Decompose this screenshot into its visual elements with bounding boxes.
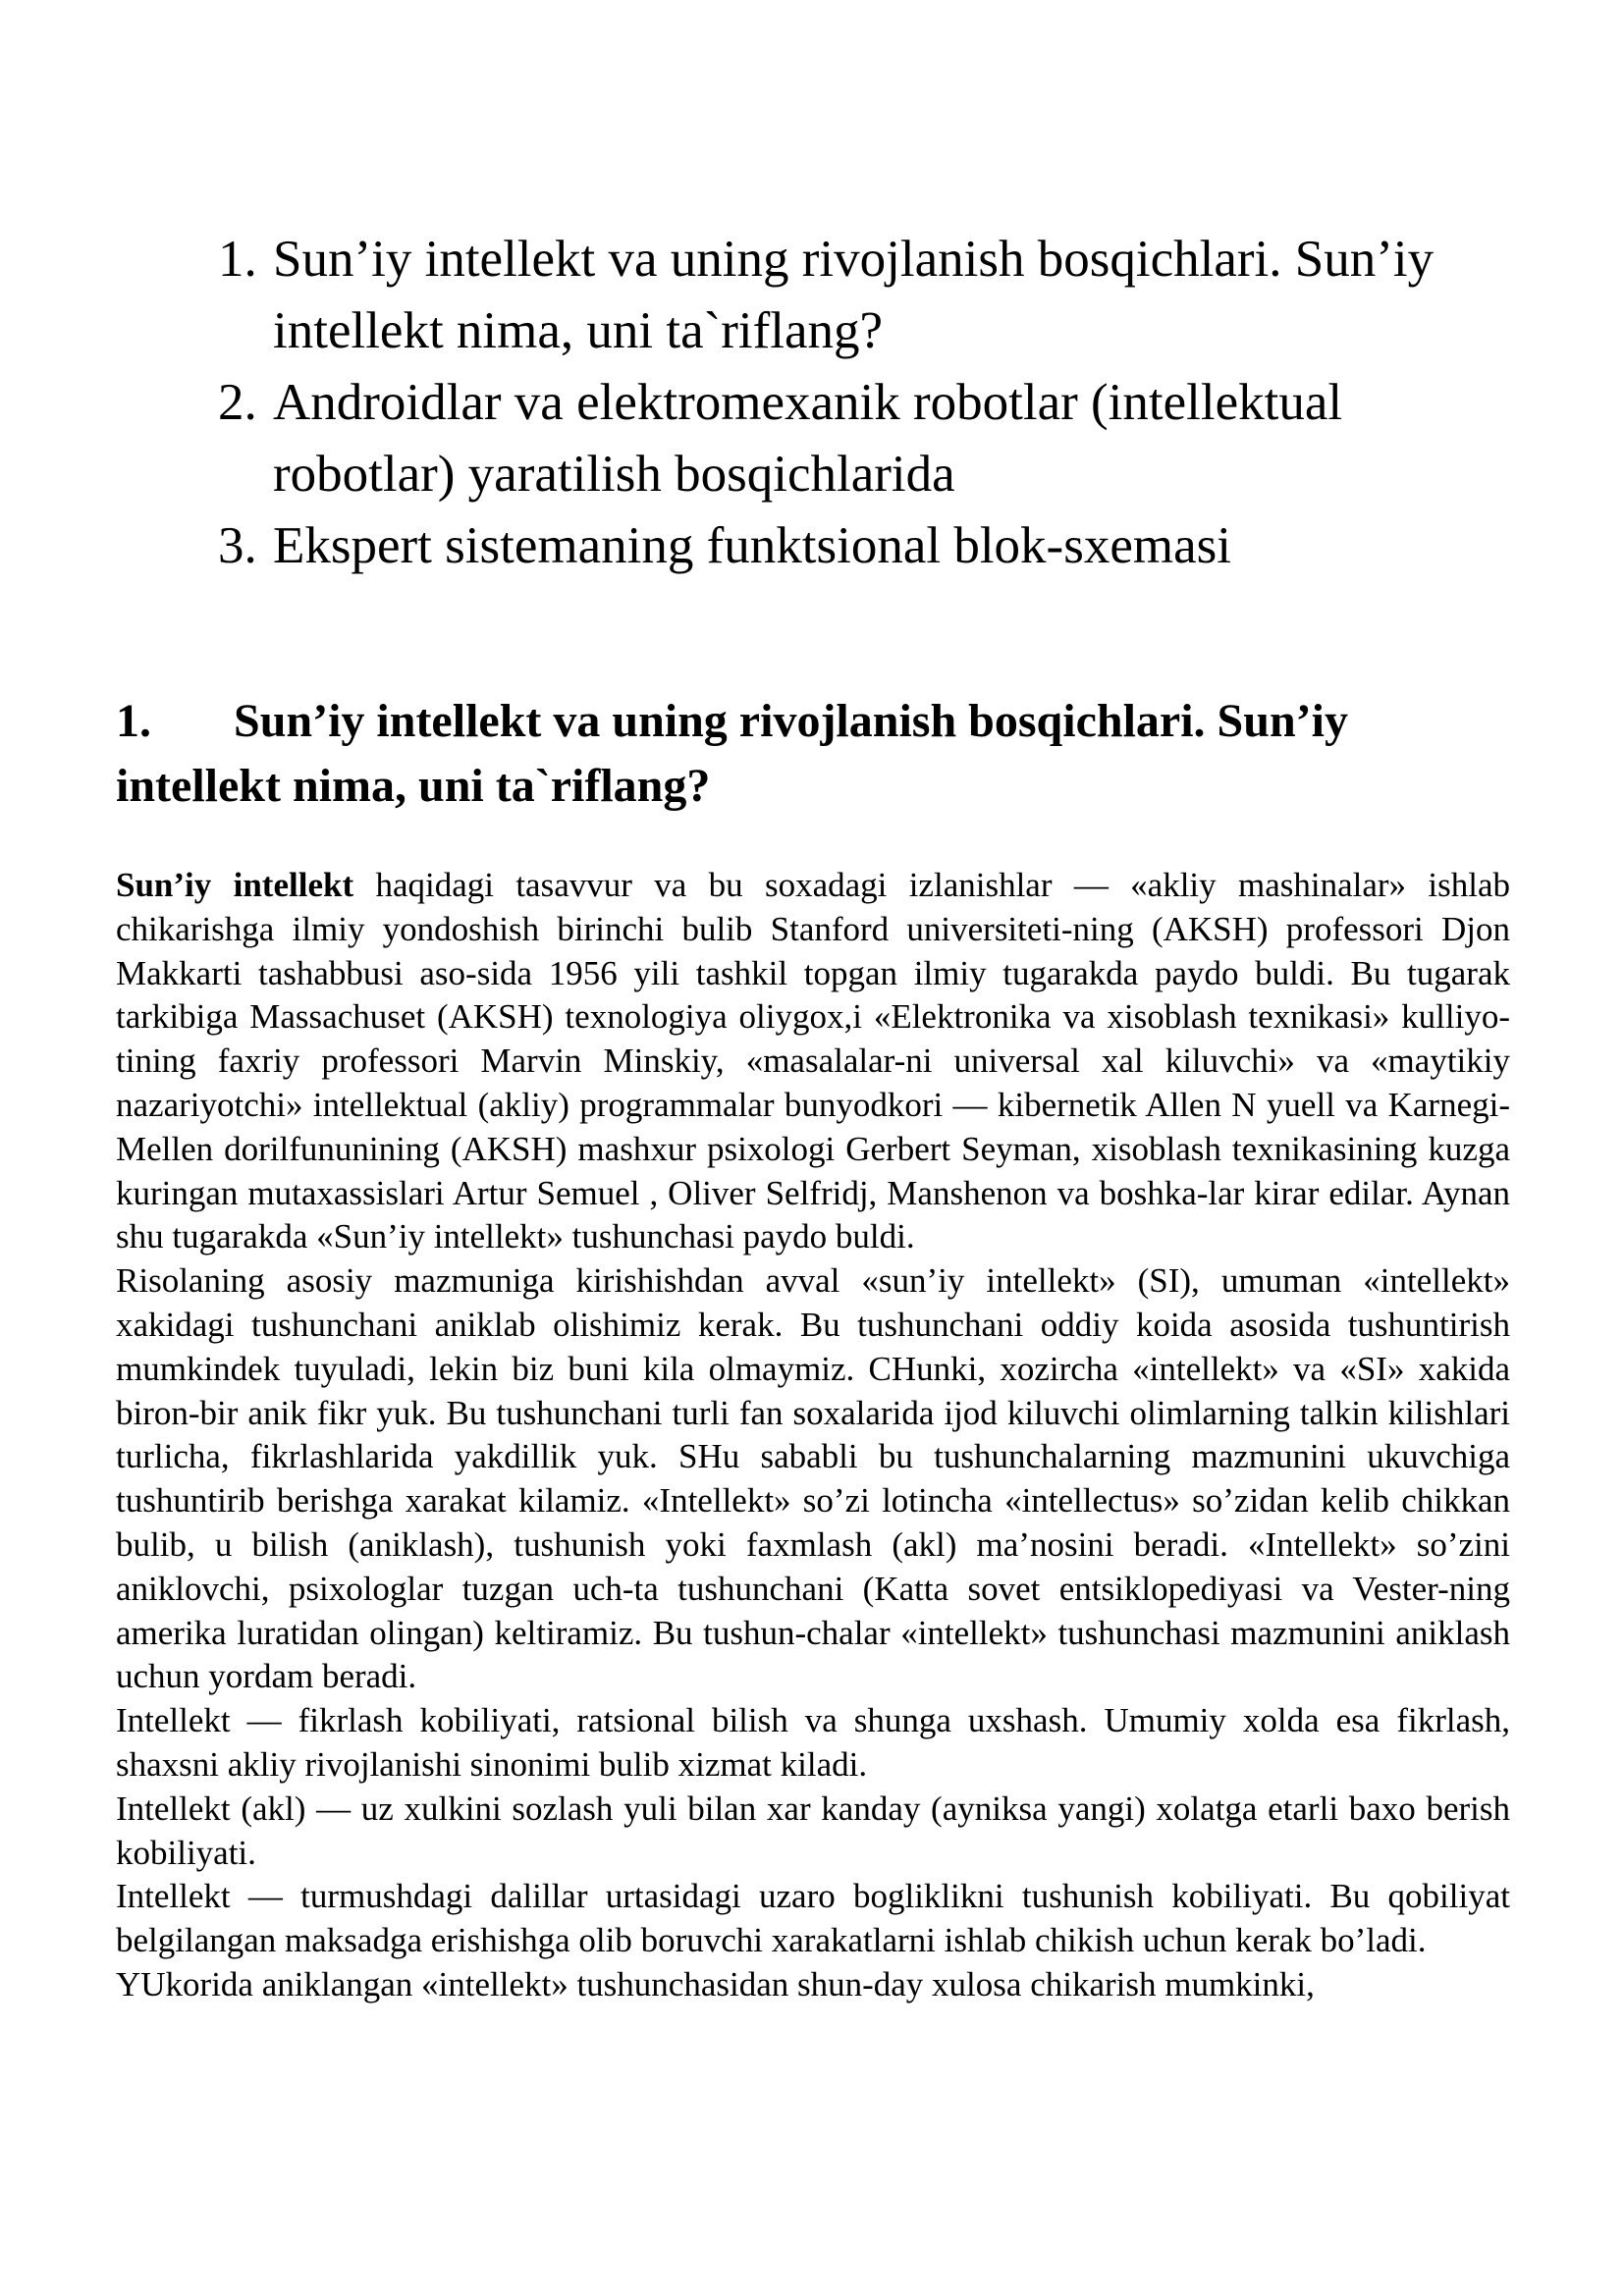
paragraph xyxy=(116,1875,1510,1963)
topic-text: Androidlar va elektromexanik robotlar (intellektual robotlar) yaratilish bosqichlarida xyxy=(273,374,1343,503)
paragraph-text: Intellekt — fikrlash kobiliyati, ratsional bilish va shunga uxshash. Umumiy xolda esa fikrlash, shaxsni akliy rivojlanishi sinonimi bulib xizmat kiladi. xyxy=(116,1701,1510,1784)
paragraph xyxy=(116,1788,1510,1876)
topic-list xyxy=(218,224,1494,582)
topic-number: 3. xyxy=(218,517,257,574)
topic-item xyxy=(218,224,1494,367)
paragraph-text: YUkorida aniklangan «intellekt» tushunchasidan shun-day xulosa chikarish mumkinki, xyxy=(116,1964,1315,2003)
topic-item xyxy=(218,510,1494,582)
topic-number: 1. xyxy=(218,231,257,288)
section-number: 1. xyxy=(116,695,151,747)
paragraph-text: Intellekt (akl) — uz xulkini sozlash yuli bilan xar kanday (ayniksa yangi) xolatga etarli baxo berish kobiliyati. xyxy=(116,1789,1510,1872)
topic-text: Sun’iy intellekt va uning rivojlanish bosqichlari. Sun’iy intellekt nima, uni ta`riflang? xyxy=(273,231,1435,359)
topic-number: 2. xyxy=(218,374,257,431)
paragraph xyxy=(116,1699,1510,1788)
paragraph-text: Risolaning asosiy mazmuniga kirishishdan avval «sun’iy intellekt» (SI), umuman «intellekt» xakidagi tushunchani aniklab olishimiz kerak. Bu tushunchani oddiy koida asosida tushuntirish mumkindek tuyuladi, lekin biz buni kila olmaymiz. CHunki, xozircha «intellekt» va «SI» xakida biron-bir anik fikr yuk. Bu tushunchani turli fan soxalarida ijod kiluvchi olimlarning talkin kilishlari turlicha, fikrlashlarida yakdillik yuk. SHu sababli bu tushunchalarning mazmunini ukuvchiga tushuntirib berishga xarakat kilamiz. «Intellekt» so’zi lotincha «intellectus» so’zidan kelib chikkan bulib, u bilish (aniklash), tushunish yoki faxmlash (akl) ma’nosini beradi. «Intellekt» so’zini aniklovchi, psixologlar tuzgan uch-ta tushunchani (Katta sovet entsiklopediyasi va Vester-ning amerika luratidan olingan) keltiramiz. Bu tushun-chalar «intellekt» tushunchasi mazmunini aniklash uchun yordam beradi. xyxy=(116,1261,1510,1696)
topic-text: Ekspert sistemaning funktsional blok-sxemasi xyxy=(273,517,1231,574)
body-text xyxy=(116,864,1510,2007)
paragraph-text: haqidagi tasavvur va bu soxadagi izlanishlar — «akliy mashinalar» ishlab chikarishga ilmiy yondoshish birinchi bulib Stanford universiteti-ning (AKSH) professori Djon Makkarti tashabbusi aso-sida 1956 yili tashkil topgan ilmiy tugarakda paydo buldi. Bu tugarak tarkibiga Massachuset (AKSH) texnologiya oliygox,i «Elektronika va xisoblash texnikasi» kulliyo-tining faxriy professori Marvin Minskiy, «masalalar-ni universal xal kiluvchi» va «maytikiy nazariyotchi» intellektual (akliy) programmalar bunyodkori — kibernetik Allen N yuell va Karnegi-Mellen dorilfununining (AKSH) mashxur psixologi Gerbert Seyman, xisoblash texnikasining kuzga kuringan mutaxassislari Artur Semuel , Oliver Selfridj, Manshenon va boshka-lar kirar edilar. Aynan shu tugarakda «Sun’iy intellekt» tushunchasi paydo buldi. xyxy=(116,866,1510,1256)
paragraph-text: Intellekt — turmushdagi dalillar urtasidagi uzaro bogliklikni tushunish kobiliyati. Bu qobiliyat belgilangan maksadga erishishga olib boruvchi xarakatlarni ishlab chikish uchun kerak bo’ladi. xyxy=(116,1877,1510,1960)
topic-item xyxy=(218,367,1494,510)
section-heading xyxy=(116,689,1510,819)
paragraph xyxy=(116,1963,1510,2007)
paragraph-lead-term: Sun’iy intellekt xyxy=(116,866,354,904)
paragraph xyxy=(116,864,1510,1259)
paragraph xyxy=(116,1259,1510,1699)
section-title: Sun’iy intellekt va uning rivojlanish bosqichlari. Sun’iy intellekt nima, uni ta`riflang? xyxy=(116,695,1348,812)
